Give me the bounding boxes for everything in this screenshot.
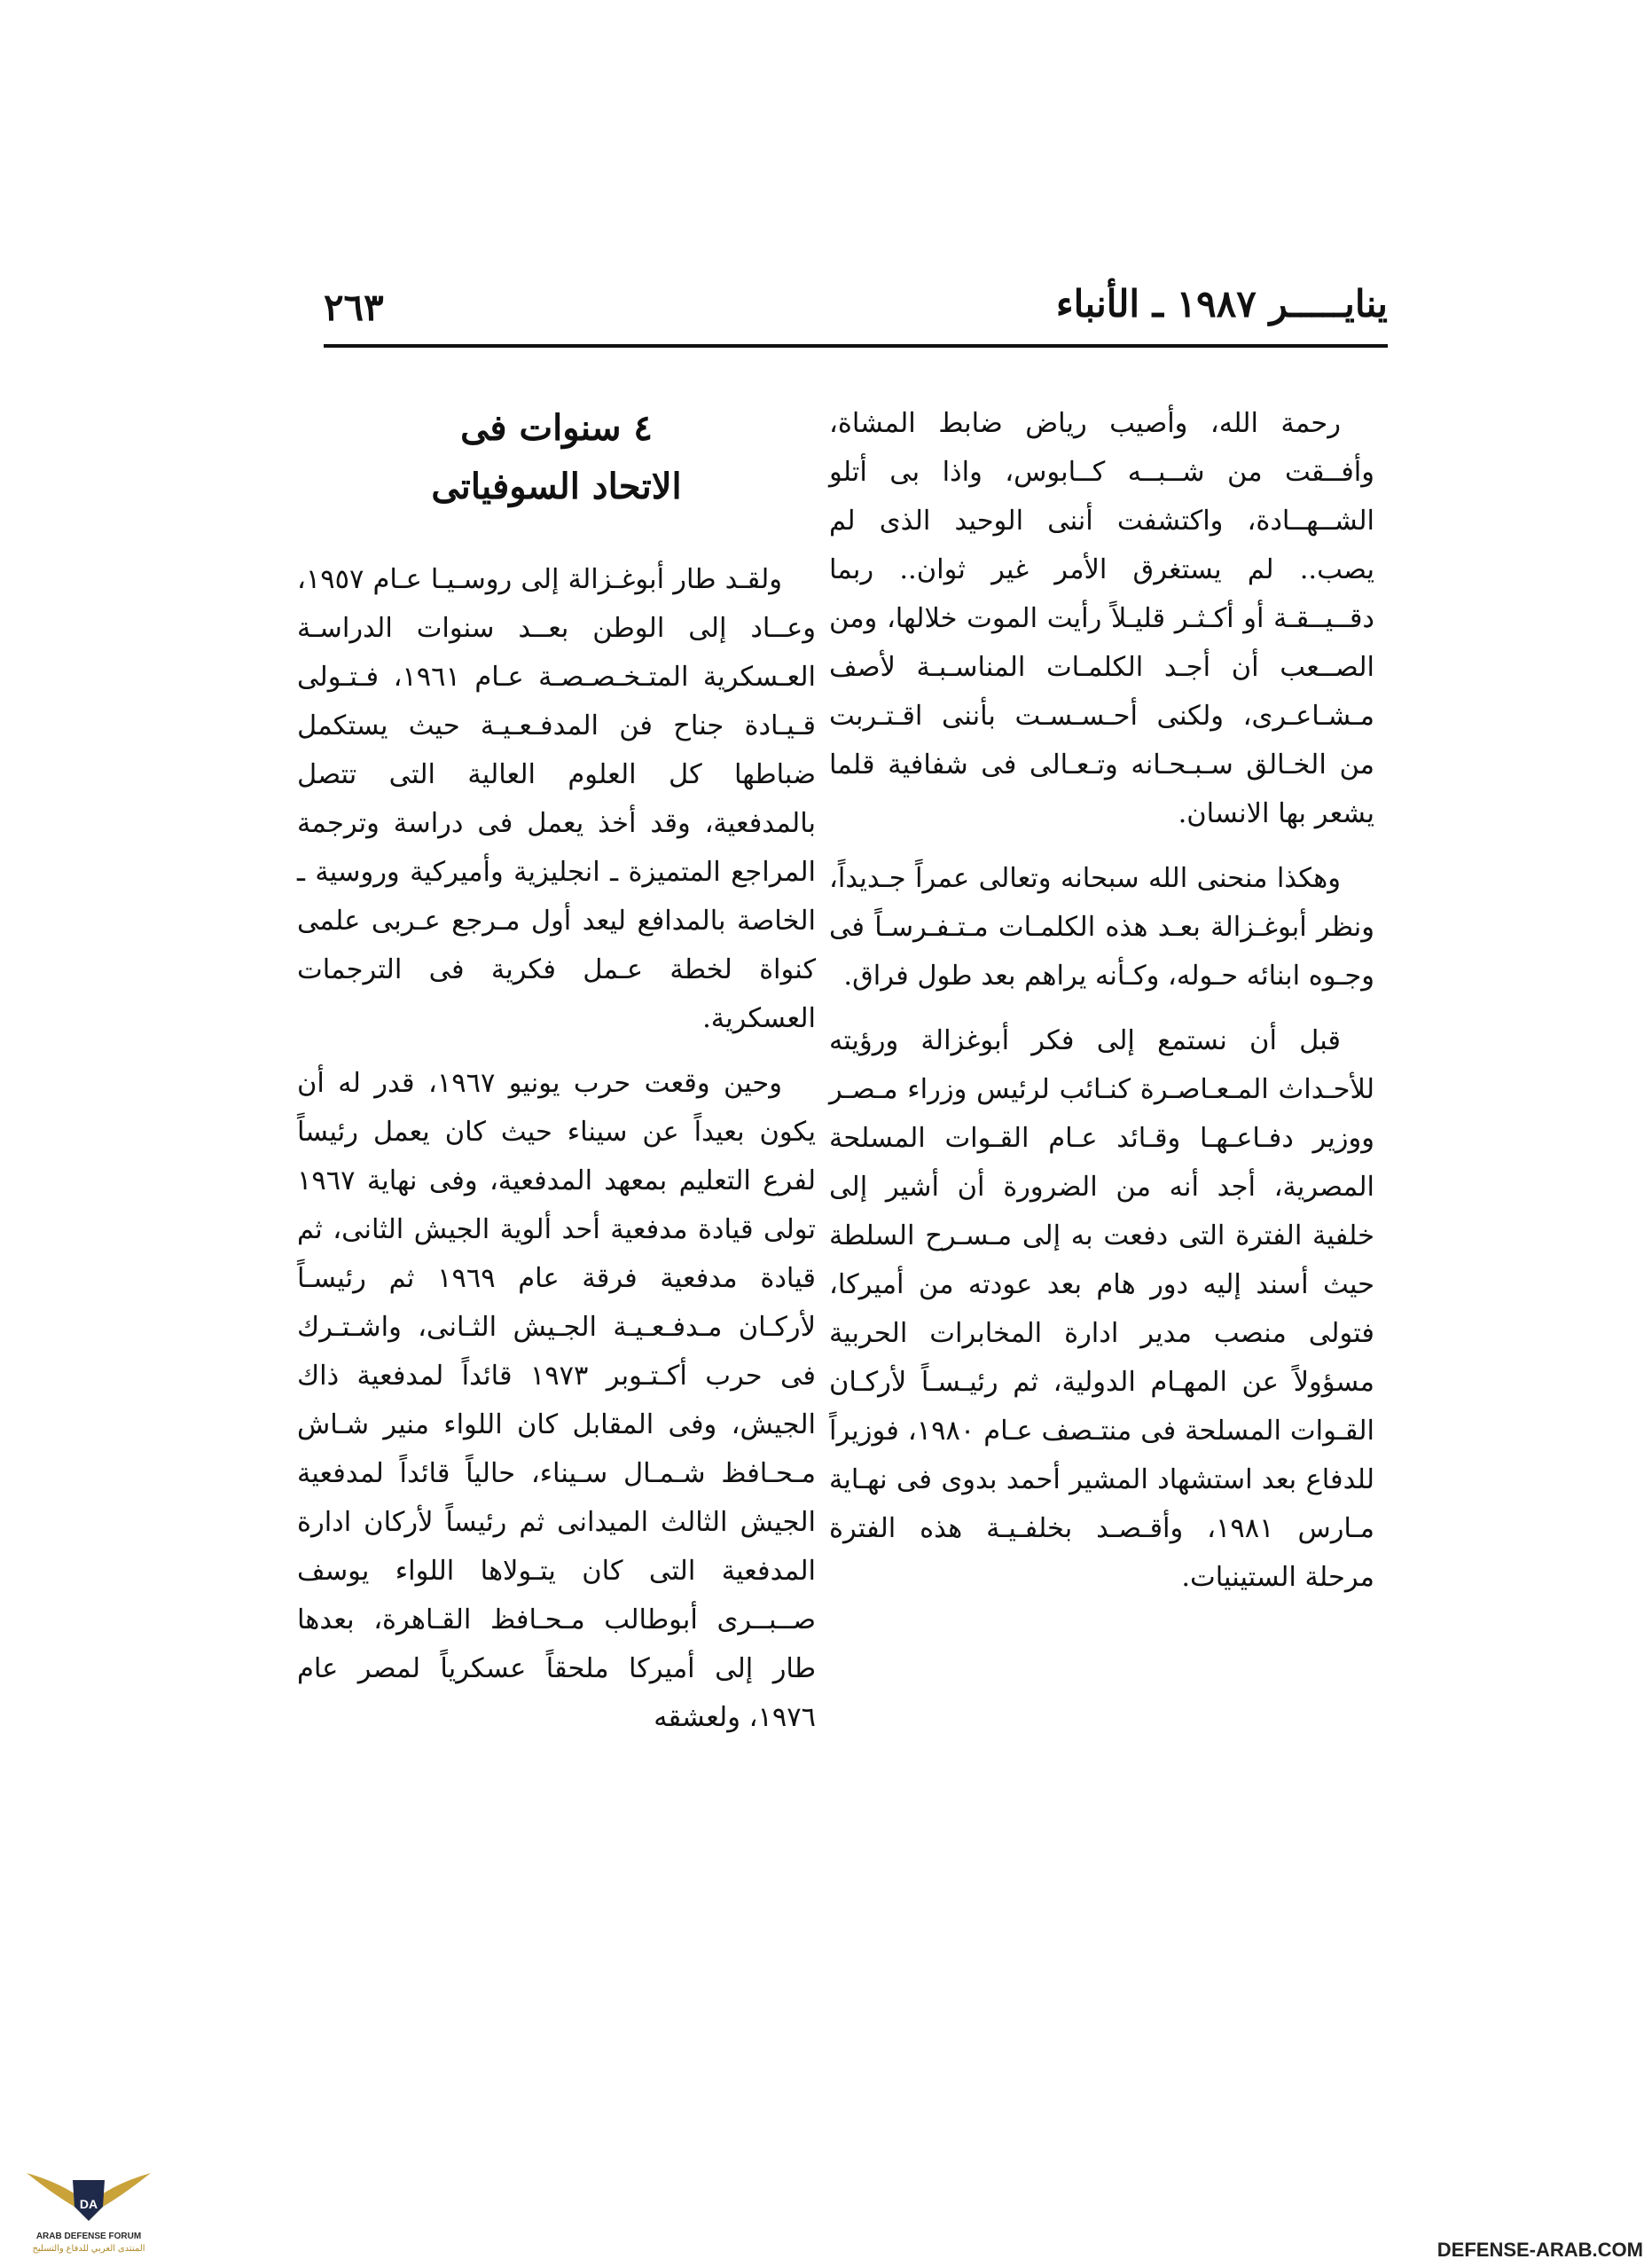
left-column bbox=[297, 399, 816, 1758]
paragraph: ولقـد طار أبوغـزالة إلى روسـيـا عـام ١٩٥٧، وعــاد إلى الوطن بعــد سنوات الدراسـة العـسكرية المتـخـصـصـة عـام ١٩٦١، فـتـولى قـيـادة جناح فن المدفـعـيـة حيث يستكمل ضباطها كل العلوم العالية التى تتصل بالمدفعية، وقد أخذ يعمل فى دراسة وترجمة المراجع المتميزة ـ انجليزية وأميركية وروسية ـ الخاصة بالمدافع ليعد أول مـرجع عـربى علمى كنواة لخطة عـمل فكرية فى الترجمات العسكرية. bbox=[297, 564, 816, 1034]
paragraph: قبل أن نستمع إلى فكر أبوغزالة ورؤيته للأحـداث المـعـاصـرة كنـائب لرئيس وزراء مـصـر ووزير دفـاعـهـا وقـائد عـام القـوات المسلحة المصرية، أجد أنه من الضرورة أن أشير إلى خلفية الفترة التى دفعت به إلى مـسـرح السلطة حيث أسند إليه دور هام بعد عودته من أميركا، فتولى منصب مدير ادارة المخابرات الحربية مسؤولاً عن المهـام الدولية، ثم رئيـسـاً لأركـان القـوات المسلحة فى منتـصف عـام ١٩٨٠، فوزيراً للدفاع بعد استشهاد المشير أحمد بدوى فى نهـاية مـارس ١٩٨١، وأقـصـد بخلفـيـة هذه الفترة مرحلة الستينيات. bbox=[829, 1025, 1374, 1593]
section-title-line-1: ٤ سنوات فى bbox=[460, 407, 653, 449]
page-number: ٢٦٣ bbox=[324, 286, 384, 329]
paragraph: وحين وقعت حرب يونيو ١٩٦٧، قدر له أن يكون بعيداً عن سيناء حيث كان يعمل رئيساً لفرع التعليم بمعهد المدفعية، وفى نهاية ١٩٦٧ تولى قيادة مدفعية أحد ألوية الجيش الثانى، ثم قيادة مدفعية فرقة عام ١٩٦٩ ثم رئيسـاً لأركـان مـدفـعـيـة الجـيش الثـانى، واشـتـرك فى حرب أكـتـوبر ١٩٧٣ قائداً لمدفعية ذاك الجيش، وفى المقابل كان اللواء منير شـاش مـحـافظ شـمـال سـيناء، حالياً قائداً لمدفعية الجيش الثالث الميدانى ثم رئيساً لأركان ادارة المدفعية التى كان يتـولاها اللواء يوسف صــبــرى أبوطالب مـحـافظ القـاهرة، بعدها طار إلى أميركا ملحقاً عسكرياً لمصر عام ١٩٧٦، ولعشقه bbox=[297, 1068, 816, 1733]
forum-logo bbox=[18, 2155, 160, 2262]
section-title-line-2: الاتحاد السوفياتى bbox=[431, 466, 682, 507]
svg-text:DA: DA bbox=[79, 2197, 98, 2211]
logo-subtitle: المنتدى العربي للدفاع والتسليح bbox=[32, 2244, 145, 2254]
right-column bbox=[829, 399, 1374, 1618]
header-rule bbox=[324, 344, 1388, 348]
running-title: ينايـــــر ١٩٨٧ ـ الأنباء bbox=[1055, 282, 1388, 326]
page-header bbox=[324, 282, 1388, 344]
eagle-shield-icon bbox=[18, 2155, 160, 2232]
logo-name: ARAB DEFENSE FORUM bbox=[35, 2232, 142, 2241]
paragraph: وهكذا منحنى الله سبحانه وتعالى عمراً جـديداً، ونظر أبوغـزالة بعـد هذه الكلمـات مـتـفـرسـاً فى وجـوه ابنائه حـوله، وكـأنه يراهم بعد طول فراق. bbox=[829, 863, 1374, 992]
section-title bbox=[297, 399, 816, 516]
site-watermark: DEFENSE-ARAB.COM bbox=[1437, 2239, 1643, 2261]
paragraph: رحمة الله، وأصيب رياض ضابط المشاة، وأفــقت من شــبــه كــابوس، واذا بى أتلو الشــهــادة، واكتشفت أننى الوحيد الذى لم يصب.. لم يستغرق الأمر غير ثوان.. ربما دقــيــقـة أو أكـثـر قليـلاً رأيت الموت خلالها، ومن الصــعب أن أجـد الكلمـات المناسـبـة لأصف مـشـاعـرى، ولكنى أحـسـسـت بأننى اقـتـربت من الخـالق سـبـحـانه وتـعـالى فى شفافية قلما يشعر بها الانسان. bbox=[829, 408, 1374, 829]
